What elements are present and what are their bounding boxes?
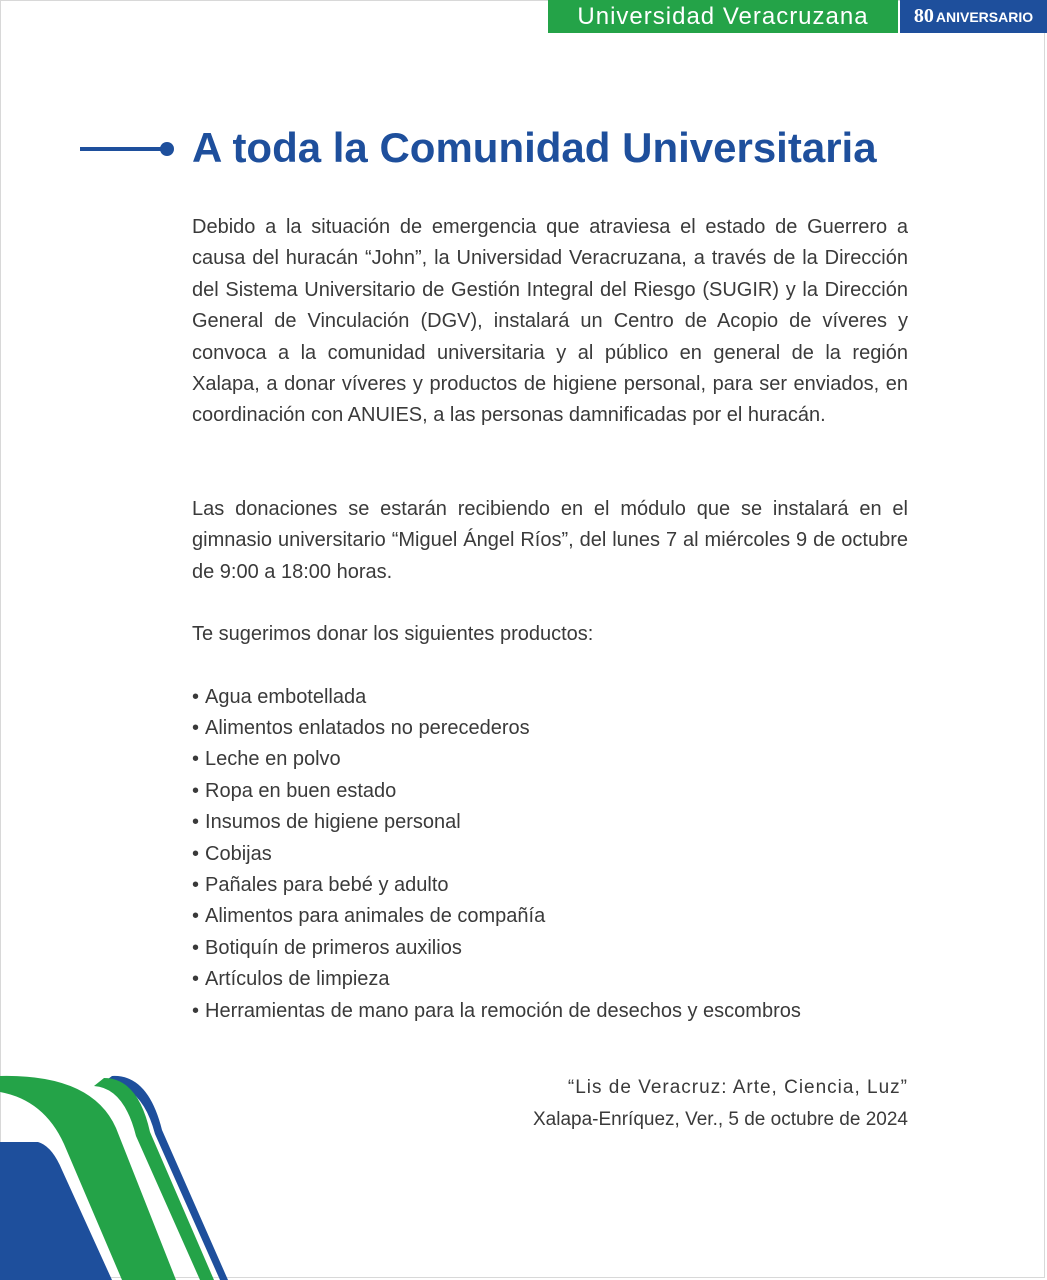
title-accent-dot bbox=[160, 142, 174, 156]
list-item-label: Alimentos enlatados no perecederos bbox=[205, 717, 530, 740]
bullet-icon: • bbox=[192, 779, 200, 802]
list-item bbox=[192, 964, 908, 995]
anniversary-number: 80 bbox=[913, 5, 934, 27]
bullet-icon: • bbox=[192, 874, 200, 897]
university-name-badge: Universidad Veracruzana bbox=[548, 0, 898, 33]
list-item-label: Agua embotellada bbox=[205, 685, 367, 708]
list-item-label: Ropa en buen estado bbox=[205, 779, 397, 802]
paragraph-suggestion: Te sugerimos donar los siguientes productos: bbox=[192, 623, 594, 646]
list-item-label: Alimentos para animales de compañía bbox=[205, 905, 546, 928]
list-item bbox=[192, 807, 908, 838]
bullet-icon: • bbox=[192, 842, 200, 865]
list-item bbox=[192, 839, 908, 870]
decorative-swoosh bbox=[0, 1070, 260, 1280]
bullet-icon: • bbox=[192, 999, 200, 1022]
anniversary-label: ANIVERSARIO bbox=[935, 9, 1034, 25]
list-item-label: Leche en polvo bbox=[205, 748, 341, 771]
bullet-icon: • bbox=[192, 968, 200, 991]
list-item bbox=[192, 682, 908, 713]
list-item bbox=[192, 996, 908, 1027]
closing-block bbox=[533, 1072, 908, 1136]
place-and-date: Xalapa-Enríquez, Ver., 5 de octubre de 2024 bbox=[533, 1109, 908, 1130]
title-accent-line bbox=[80, 147, 166, 151]
list-item bbox=[192, 744, 908, 775]
list-item-label: Botiquín de primeros auxilios bbox=[205, 936, 462, 959]
bullet-icon: • bbox=[192, 936, 200, 959]
paragraph-donations: Las donaciones se estarán recibiendo en el módulo que se instalará en el gimnasio universitario “Miguel Ángel Ríos”, del lunes 7 al miércoles 9 de octubre de 9:00 a 18:00 horas. bbox=[192, 498, 908, 583]
bullet-icon: • bbox=[192, 717, 200, 740]
list-item bbox=[192, 776, 908, 807]
bullet-icon: • bbox=[192, 811, 200, 834]
list-item-label: Insumos de higiene personal bbox=[205, 811, 461, 834]
paragraph-emergency: Debido a la situación de emergencia que atraviesa el estado de Guerrero a causa del huracán “John”, la Universidad Veracruzana, a través de la Dirección del Sistema Universitario de Gestión Integral del Riesgo (SUGIR) y la Dirección General de Vinculación (DGV), instalará un Centro de Acopio de víveres y convoca a la comunidad universitaria y al público en general de la región Xalapa, a donar víveres y productos de higiene personal, para ser enviados, en coordinación con ANUIES, a las personas damnificadas por el huracán. bbox=[192, 216, 908, 427]
list-item-label: Cobijas bbox=[205, 842, 272, 865]
product-list bbox=[192, 682, 908, 1027]
list-item-label: Pañales para bebé y adulto bbox=[205, 874, 449, 897]
bullet-icon: • bbox=[192, 905, 200, 928]
list-item bbox=[192, 901, 908, 932]
list-item bbox=[192, 870, 908, 901]
announcement-body bbox=[192, 212, 908, 1027]
bullet-icon: • bbox=[192, 685, 200, 708]
bullet-icon: • bbox=[192, 748, 200, 771]
list-item bbox=[192, 713, 908, 744]
list-item bbox=[192, 933, 908, 964]
university-motto: “Lis de Veracruz: Arte, Ciencia, Luz” bbox=[567, 1077, 908, 1098]
list-item-label: Herramientas de mano para la remoción de desechos y escombros bbox=[205, 999, 801, 1022]
anniversary-badge bbox=[900, 0, 1047, 33]
page-title: A toda la Comunidad Universitaria bbox=[192, 124, 877, 171]
list-item-label: Artículos de limpieza bbox=[205, 968, 390, 991]
